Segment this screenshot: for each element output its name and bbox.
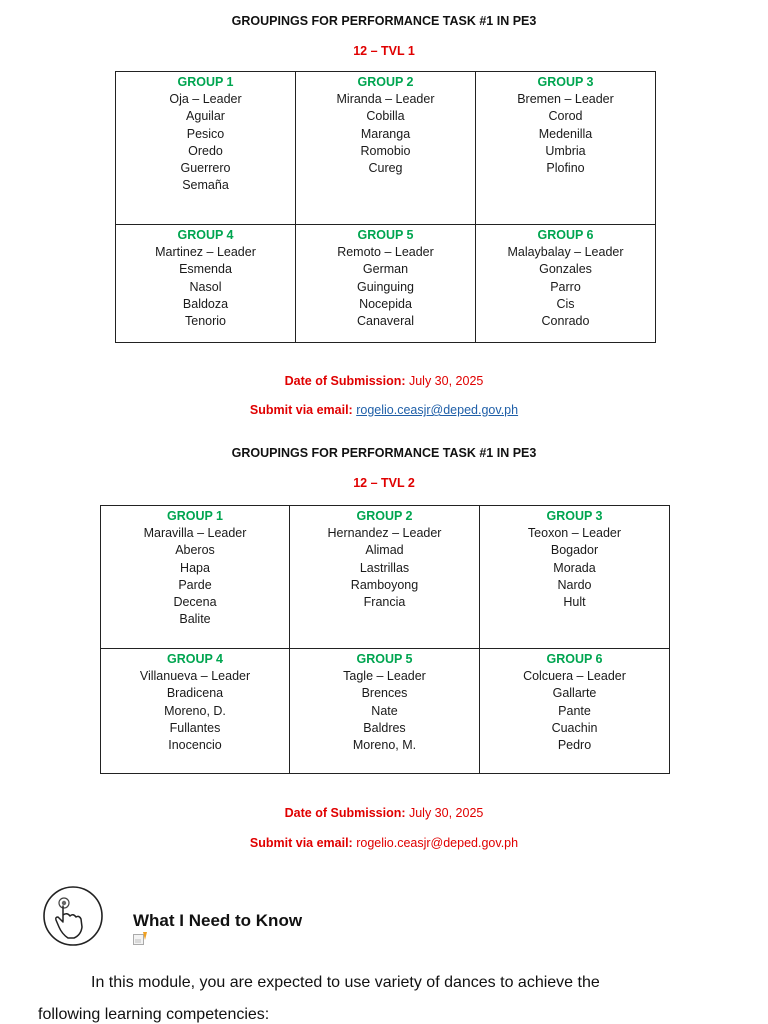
group-member: Maravilla – Leader — [143, 526, 247, 541]
group-member: Plofino — [546, 161, 585, 176]
group-member: Baldoza — [182, 296, 229, 311]
group-member: Semaña — [182, 178, 229, 193]
group-member: Cobilla — [366, 109, 405, 124]
email-link[interactable]: rogelio.ceasjr@deped.gov.ph — [356, 403, 519, 417]
submission-label: Date of Submission: — [284, 806, 406, 820]
group-member: Brences — [361, 686, 408, 701]
group-member: Moreno, M. — [352, 738, 417, 753]
section2-email-line — [0, 836, 768, 850]
group-member: Conrado — [541, 314, 590, 329]
group-heading: GROUP 1 — [166, 509, 224, 523]
email-label: Submit via email: — [249, 403, 353, 417]
group-cell — [116, 72, 296, 225]
email-label: Submit via email: — [249, 836, 353, 850]
group-member: Nardo — [557, 577, 592, 592]
group-member: Oredo — [188, 143, 223, 158]
group-member: Ramboyong — [350, 577, 419, 592]
group-member: Morada — [553, 560, 596, 575]
group-member: Nate — [371, 703, 398, 718]
group-member: Nasol — [189, 279, 222, 294]
group-cell — [116, 225, 296, 343]
group-member: Bogador — [550, 543, 599, 558]
group-heading: GROUP 3 — [537, 75, 594, 89]
group-heading: GROUP 6 — [546, 652, 603, 666]
group-cell — [476, 225, 656, 343]
group-member: Hernandez – Leader — [327, 526, 442, 541]
section2-class-label: 12 – TVL 2 — [353, 476, 415, 490]
submission-date: July 30, 2025 — [408, 374, 484, 388]
group-member: Oja – Leader — [169, 92, 242, 107]
group-member: German — [362, 262, 409, 277]
group-member: Hapa — [180, 560, 210, 575]
group-member: Pedro — [557, 738, 592, 753]
group-member: Romobio — [360, 143, 411, 158]
group-member: Cis — [556, 296, 575, 311]
group-heading: GROUP 4 — [166, 652, 224, 666]
group-cell — [476, 72, 656, 225]
group-member: Remoto – Leader — [337, 245, 434, 260]
section1-groups-table — [115, 71, 656, 343]
group-cell — [480, 506, 670, 649]
pointing-hand-icon — [42, 885, 104, 947]
group-heading: GROUP 4 — [177, 228, 234, 242]
group-member: Decena — [173, 595, 217, 610]
group-member: Baldres — [363, 720, 406, 735]
section1-title: GROUPINGS FOR PERFORMANCE TASK #1 IN PE3 — [231, 14, 537, 28]
group-cell — [290, 649, 480, 774]
group-member: Guinguing — [357, 279, 414, 294]
group-member: Tenorio — [185, 314, 226, 329]
group-member: Parde — [178, 577, 212, 592]
group-heading: GROUP 1 — [177, 75, 234, 89]
group-member: Bremen – Leader — [517, 92, 614, 107]
section1-class-label: 12 – TVL 1 — [353, 44, 415, 58]
group-cell — [480, 649, 670, 774]
group-member: Miranda – Leader — [336, 92, 435, 107]
module-heading: What I Need to Know — [133, 911, 303, 930]
group-member: Colcuera – Leader — [523, 669, 626, 684]
group-cell — [290, 506, 480, 649]
group-member: Parro — [550, 279, 581, 294]
group-cell — [296, 72, 476, 225]
group-cell — [101, 506, 290, 649]
group-member: Gonzales — [539, 262, 592, 277]
group-member: Malaybalay – Leader — [507, 245, 624, 260]
group-member: Aguilar — [186, 109, 225, 124]
group-cell — [296, 225, 476, 343]
broken-image-icon — [133, 932, 148, 946]
group-member: Nocepida — [359, 296, 412, 311]
group-member: Martinez – Leader — [155, 245, 256, 260]
group-cell — [101, 649, 290, 774]
group-heading: GROUP 6 — [537, 228, 594, 242]
submission-label: Date of Submission: — [284, 374, 406, 388]
group-member: Umbria — [545, 143, 586, 158]
group-member: Canaveral — [357, 314, 414, 329]
group-member: Alimad — [365, 543, 404, 558]
section1-submission-date — [0, 374, 768, 388]
section2-groups-table — [100, 505, 670, 774]
group-member: Teoxon – Leader — [527, 526, 622, 541]
group-heading: GROUP 2 — [357, 75, 414, 89]
email-text: rogelio.ceasjr@deped.gov.ph — [356, 836, 519, 850]
group-heading: GROUP 5 — [356, 652, 413, 666]
intro-line-1: In this module, you are expected to use variety of dances to achieve the — [91, 974, 600, 991]
group-member: Francia — [363, 595, 406, 610]
group-member: Esmenda — [179, 262, 232, 277]
group-member: Tagle – Leader — [343, 669, 426, 684]
section2-submission-date — [0, 806, 768, 820]
group-member: Cureg — [368, 161, 403, 176]
section1-email-line — [0, 403, 768, 417]
intro-line-2: following learning competencies: — [38, 1006, 270, 1023]
group-member: Pante — [558, 703, 591, 718]
group-heading: GROUP 3 — [546, 509, 603, 523]
group-heading: GROUP 5 — [357, 228, 414, 242]
section2-title: GROUPINGS FOR PERFORMANCE TASK #1 IN PE3 — [231, 446, 537, 460]
submission-date: July 30, 2025 — [408, 806, 484, 820]
group-member: Bradicena — [166, 686, 224, 701]
group-member: Maranga — [360, 126, 411, 141]
group-member: Villanueva – Leader — [139, 669, 251, 684]
group-member: Corod — [548, 109, 583, 124]
group-member: Medenilla — [538, 126, 593, 141]
group-member: Hult — [563, 595, 586, 610]
group-member: Lastrillas — [359, 560, 410, 575]
group-member: Guerrero — [180, 161, 231, 176]
group-member: Aberos — [175, 543, 215, 558]
group-member: Cuachin — [551, 720, 598, 735]
group-member: Fullantes — [169, 720, 221, 735]
group-heading: GROUP 2 — [356, 509, 413, 523]
group-member: Moreno, D. — [164, 703, 226, 718]
group-member: Balite — [179, 612, 211, 627]
group-member: Gallarte — [552, 686, 597, 701]
group-member: Pesico — [186, 126, 225, 141]
group-member: Inocencio — [168, 738, 222, 753]
